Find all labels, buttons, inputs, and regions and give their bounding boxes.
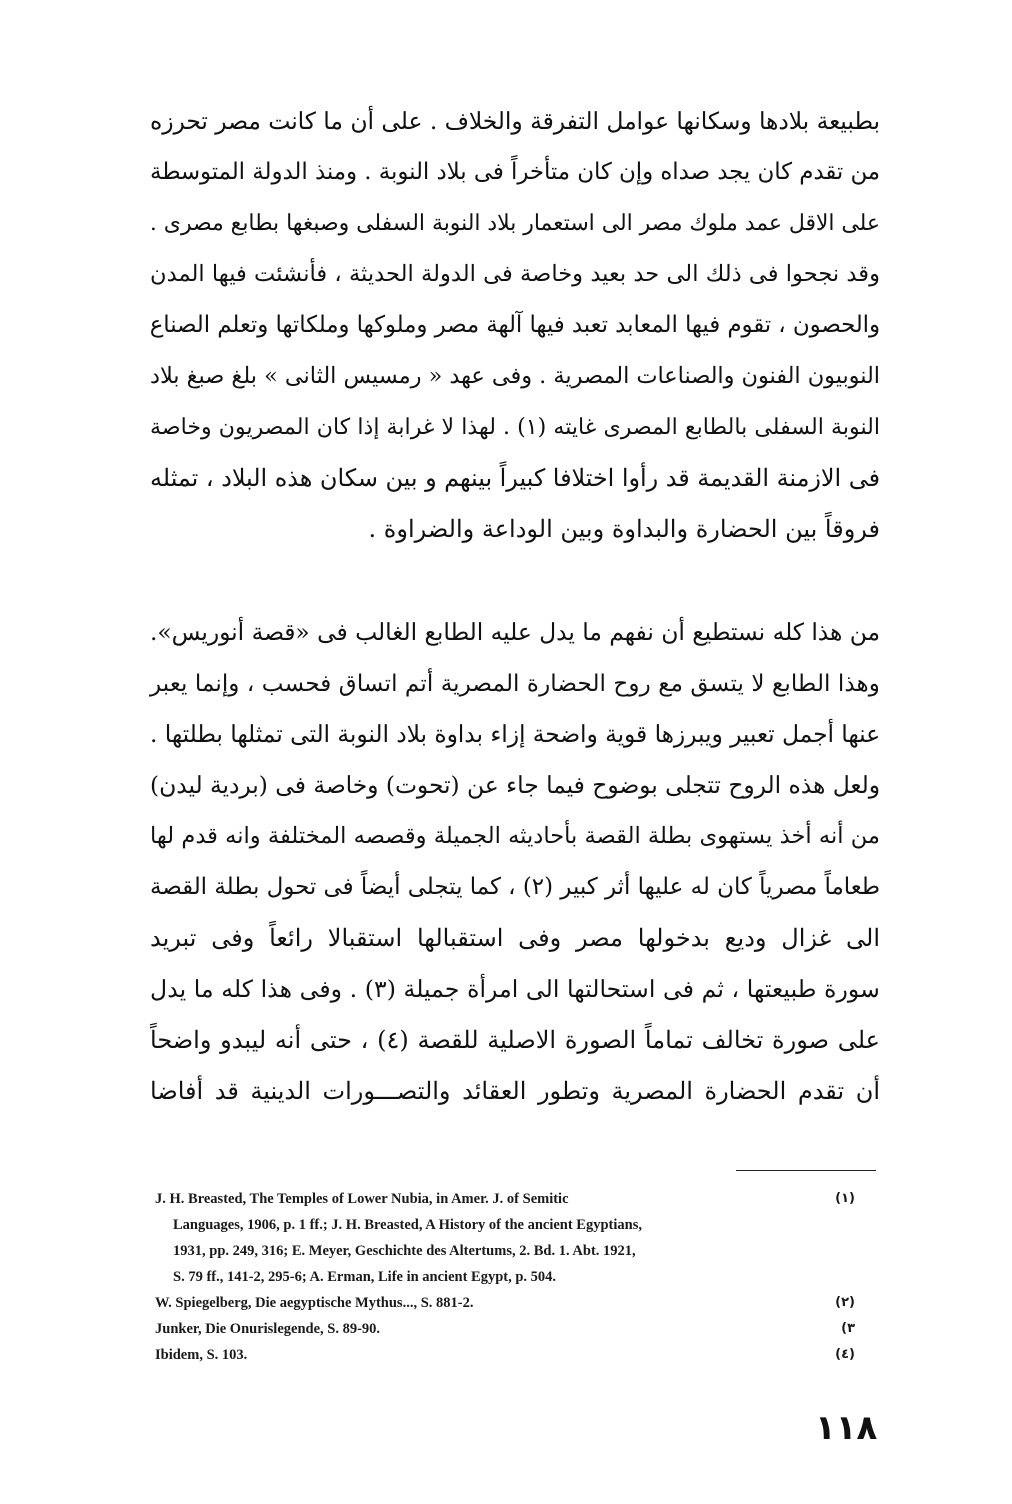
text-line: النوبة السفلى بالطابع المصرى غايته (١) . لهذا لا غرابة إذا كان المصريون وخاصة (150, 414, 880, 440)
footnote-number: (٣ (841, 1321, 855, 1336)
footnote-number: (٢) (835, 1295, 855, 1310)
text-line: بطبيعة بلادها وسكانها عوامل التفرقة والخلاف . على أن ما كانت مصر تحرزه (150, 108, 880, 135)
text-line: من تقدم كان يجد صداه وإن كان متأخراً فى بلاد النوبة . ومنذ الدولة المتوسطة (150, 159, 880, 185)
text-line: وقد نجحوا فى ذلك الى حد بعيد وخاصة فى الدولة الحديثة ، فأنشئت فيها المدن (150, 261, 880, 287)
footnote-separator (736, 1170, 876, 1171)
footnote-line: J. H. Breasted, The Temples of Lower Nubia, in Amer. J. of Semitic (155, 1191, 569, 1207)
footnote-line: 1931, pp. 249, 316; E. Meyer, Geschichte des Altertums, 2. Bd. 1. Abt. 1921, (173, 1243, 636, 1259)
footnote-line: Languages, 1906, p. 1 ff.; J. H. Breasted, A History of the ancient Egyptians, (173, 1217, 642, 1233)
text-line: فى الازمنة القديمة قد رأوا اختلافا كبيراً بينهم و بين سكان هذه البلاد ، تمثله (150, 464, 880, 492)
footnote-4 (155, 1342, 855, 1368)
text-line: الى غزال وديع بدخولها مصر وفى استقبالها استقبالا رائعاً وفى تبريد (150, 924, 880, 952)
text-line: أن تقدم الحضارة المصرية وتطور العقائد والتصـــورات الدينية قد أفاضا (150, 1077, 880, 1105)
footnote-number: (١) (835, 1191, 855, 1206)
paragraph-2 (150, 607, 880, 1117)
text-line: فروقاً بين الحضارة والبداوة وبين الوداعة والضراوة . (368, 515, 880, 543)
text-line: والحصون ، تقوم فيها المعابد تعبد فيها آلهة مصر وملوكها وملكاتها وتعلم الصناع (149, 312, 880, 338)
footnote-3 (155, 1316, 855, 1342)
footnote-line: W. Spiegelberg, Die aegyptische Mythus..., S. 881-2. (155, 1295, 474, 1311)
footnotes (155, 1186, 855, 1368)
paragraph-1 (150, 96, 880, 555)
text-line: سورة طبيعتها ، ثم فى استحالتها الى امرأة جميلة (٣) . وفى هذا كله ما يدل (150, 975, 880, 1003)
text-line: النوبيون الفنون والصناعات المصرية . وفى عهد « رمسيس الثانى » بلغ صبغ بلاد (150, 363, 880, 389)
text-line: من هذا كله نستطيع أن نفهم ما يدل عليه الطابع الغالب فى «قصة أنوريس». (150, 619, 880, 646)
page-number: ١١٨ (815, 1408, 878, 1448)
footnote-number: (٤) (835, 1347, 855, 1362)
footnote-line: S. 79 ff., 141-2, 295-6; A. Erman, Life in ancient Egypt, p. 504. (173, 1269, 557, 1285)
text-line: على الاقل عمد ملوك مصر الى استعمار بلاد النوبة السفلى وصبغها بطابع مصرى . (149, 211, 880, 236)
text-line: من أنه أخذ يستهوى بطلة القصة بأحاديثه الجميلة وقصصه المختلفة وانه قدم لها (150, 823, 880, 849)
text-line: طعاماً مصرياً كان له عليها أثر كبير (٢) ، كما يتجلى أيضاً فى تحول بطلة القصة (150, 874, 880, 900)
footnote-1 (155, 1186, 855, 1290)
text-line: ولعل هذه الروح تتجلى بوضوح فيما جاء عن (تحوت) وخاصة فى (بردية ليدن) (150, 772, 880, 799)
text-line: على صورة تخالف تماماً الصورة الاصلية للقصة (٤) ، حتى أنه ليبدو واضحاً (150, 1026, 880, 1054)
text-line: عنها أجمل تعبير ويبرزها قوية واضحة إزاء بداوة بلاد النوبة التى تمثلها بطلتها . (150, 721, 880, 748)
footnote-2 (155, 1290, 855, 1316)
footnote-line: Junker, Die Onurislegende, S. 89-90. (155, 1321, 381, 1337)
footnote-line: Ibidem, S. 103. (155, 1347, 248, 1363)
text-line: وهذا الطابع لا يتسق مع روح الحضارة المصرية أتم اتساق فحسب ، وإنما يعبر (150, 670, 880, 697)
